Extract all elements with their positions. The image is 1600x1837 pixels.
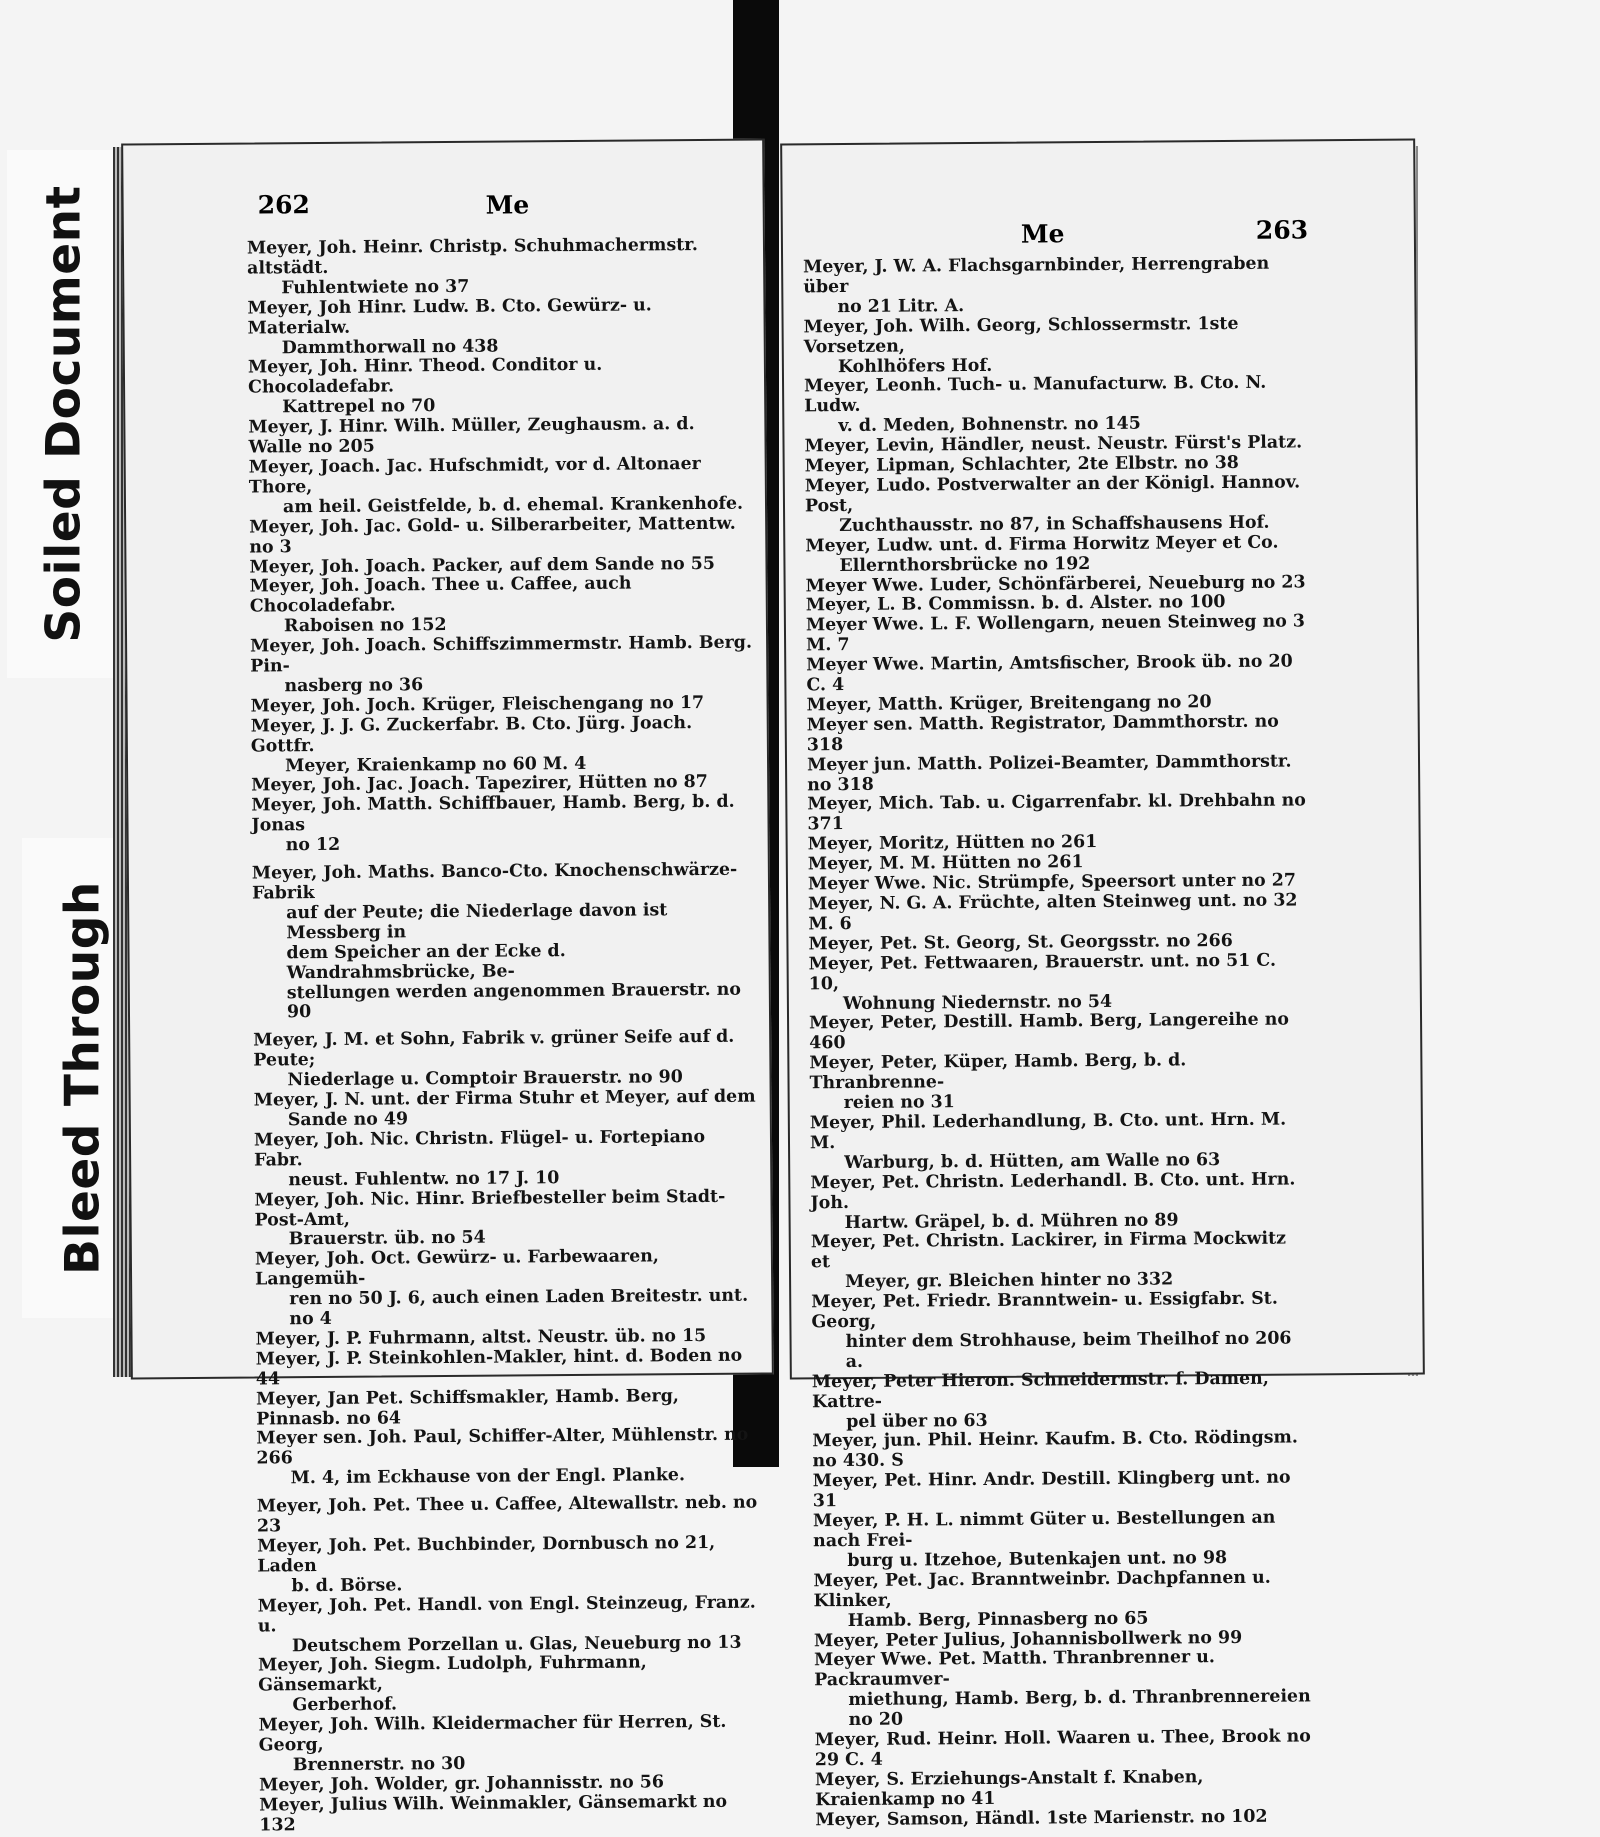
entry-line: Meyer, Pet. Hinr. Andr. Destill. Klingberg unt. no 31 [812,1467,1291,1512]
entry-continuation-line: v. d. Meden, Bohnenstr. no 145 [838,413,1141,437]
directory-entry [248,355,753,419]
entry-continuation-line: Brauerstr. üb. no 54 [288,1228,486,1250]
entry-line: Meyer, Joh. Pet. Handl. von Engl. Steinzeug, Franz. u. [257,1592,756,1637]
entry-line: Meyer, Levin, Händler, neust. Neustr. Fürst's Platz. [804,432,1303,457]
entry-line: Meyer, L. B. Commissn. b. d. Alster. no 100 [805,592,1226,616]
directory-entry [808,891,1308,935]
entry-continuation-line: Wohnung Niedernstr. no 54 [842,991,1113,1014]
directory-entry [804,374,1304,438]
entry-line: Meyer, Pet. Friedr. Branntwein- u. Essigfabr. St. Georg, [811,1288,1278,1333]
entry-continuation-line: Meyer, Kraienkamp no 60 M. 4 [284,753,587,776]
directory-entry [251,713,756,777]
entry-line: Meyer, Peter, Destill. Hamb. Berg, Langereihe no 460 [808,1009,1290,1054]
entry-continuation-line: Hartw. Gräpel, b. d. Mühren no 89 [844,1209,1179,1233]
directory-entry [810,1110,1310,1174]
entry-line: Meyer, Joh. Wolder, gr. Johannisstr. no 56 [258,1772,664,1796]
entry-line: Meyer, Peter, Küper, Hamb. Berg, b. d. Thranbrenne- [809,1050,1187,1094]
entry-line: Meyer, Joh. Wilh. Georg, Schlossermstr. 1ste Vorsetzen, [803,313,1239,357]
entry-line: Meyer, Joh. Jac. Gold- u. Silberarbeiter, Mattentw. no 3 [249,513,736,558]
entry-continuation-line: Sande no 49 [287,1109,409,1131]
directory-entry [807,712,1307,756]
entry-continuation-line: dem Speicher an der Ecke d. Wandrahmsbrücke, Be- [286,940,566,983]
entry-continuation-line: b. d. Börse. [291,1575,403,1597]
directory-entry [256,1386,761,1430]
entry-line: Meyer, Leonh. Tuch- u. Manufacturw. B. Cto. N. Ludw. [803,373,1267,417]
directory-entry [806,613,1306,657]
entry-line: Meyer, Moritz, Hütten no 261 [807,832,1098,855]
directory-entry [804,314,1304,378]
entry-line: Meyer sen. Joh. Paul, Schiffer-Alter, Mühlenstr. no 266 [256,1425,749,1469]
page-header: Me [485,190,530,220]
directory-entry [257,1494,762,1538]
entry-line: Meyer, Samson, Händl. 1ste Marienstr. no 102 [815,1806,1268,1830]
entry-line: Meyer, Rud. Heinr. Holl. Waaren u. Thee, Brook no 29 C. 4 [814,1726,1311,1771]
entry-continuation-line: miethung, Hamb. Berg, b. d. Thranbrennereien no 20 [848,1686,1311,1731]
entry-continuation-line: auf der Peute; die Niederlage davon ist Messberg in [286,900,668,944]
entry-line: Meyer, J. J. G. Zuckerfabr. B. Cto. Jürg. Joach. Gottfr. [250,712,693,757]
directory-entry [247,295,752,359]
entry-line: Meyer, Joh. Nic. Hinr. Briefbesteller beim Stadt-Post-Amt, [254,1186,726,1231]
entry-continuation-line: Raboisen no 152 [283,615,447,637]
directory-entry [814,1648,1315,1732]
entry-continuation-line: M. 4, im Eckhause von der Engl. Planke. [290,1465,686,1489]
entry-line: Meyer, Joh. Oct. Gewürz- u. Farbewaaren, Langemüh- [254,1246,660,1290]
entry-continuation-line: neust. Fuhlentw. no 17 J. 10 [288,1167,560,1190]
directory-entry [809,951,1309,1015]
directory-entry [251,793,756,857]
directory-entry [256,1346,761,1390]
directory-entry [805,473,1305,537]
entry-line: Meyer, J. N. unt. der Firma Stuhr et Meyer, auf dem [253,1086,756,1111]
directory-entry [253,1028,758,1092]
directory-entry [257,1534,762,1598]
page-header: Me [1020,219,1065,249]
entry-line: Meyer, Joh. Jac. Joach. Tapezirer, Hütten no 87 [251,772,708,797]
entry-line: Meyer, Peter Julius, Johannisbollwerk no 99 [813,1627,1243,1651]
entry-line: Meyer Wwe. Martin, Amtsfischer, Brook üb. no 20 C. 4 [806,651,1293,696]
directory-entry [259,1792,764,1836]
entry-continuation-line: Deutschem Porzellan u. Glas, Neueburg no 13 [291,1632,742,1656]
soiled-document-label: Soiled Document [36,185,91,643]
entry-continuation-line: Kohlhöfers Hof. [837,355,993,377]
entry-line: Meyer, Joh Hinr. Ludw. B. Cto. Gewürz- u. Materialw. [247,295,652,339]
directory-entry [815,1727,1315,1771]
entry-line: Meyer, Joh. Maths. Banco-Cto. Knochenschwärze-Fabrik [251,859,738,904]
entry-line: Meyer, Mich. Tab. u. Cigarrenfabr. kl. Drehbahn no 371 [807,790,1306,835]
directory-entry [812,1429,1312,1473]
entry-continuation-line: Fuhlentwiete no 37 [281,276,470,299]
entry-line: Meyer Wwe. Luder, Schönfärberei, Neueburg no 23 [805,571,1306,596]
entry-line: Meyer, Peter Hieron. Schneidermstr. f. Damen, Kattre- [811,1368,1269,1412]
directory-entry [250,634,755,698]
entry-line: Meyer, Ludo. Postverwalter an der Königl. Hannov. Post, [804,472,1301,517]
entry-line: Meyer, Joh. Pet. Thee u. Caffee, Altewallstr. neb. no 23 [256,1492,758,1537]
entry-line: Meyer, Joh. Siegm. Ludolph, Fuhrmann, Gänsemarkt, [258,1652,647,1696]
entry-line: Meyer, S. Erziehungs-Anstalt f. Knaben, Kraienkamp no 41 [814,1767,1204,1811]
entry-continuation-line: Zuchthausstr. no 87, in Schaffshausens Hof. [839,512,1270,536]
entry-line: Meyer Wwe. Pet. Matth. Thranbrenner u. Packraumver- [813,1647,1215,1691]
directory-entry [249,514,754,558]
entry-continuation-line: Ellernthorsbrücke no 192 [839,553,1091,576]
entry-continuation-line: Brennerstr. no 30 [292,1753,466,1776]
directory-entry [252,861,758,1024]
directory-entry [813,1508,1313,1572]
entry-line: Meyer, Pet. St. Georg, St. Georgsstr. no 266 [808,930,1233,955]
left-page [121,138,774,1836]
entry-continuation-line: Niederlage u. Comptoir Brauerstr. no 90 [287,1067,683,1091]
entry-line: Meyer, Joh. Matth. Schiffbauer, Hamb. Berg, b. d. Jonas [251,792,735,836]
directory-entry [812,1369,1312,1433]
directory-entry [813,1469,1313,1513]
entry-continuation-line: Warburg, b. d. Hütten, am Walle no 63 [844,1149,1221,1173]
entry-list [247,236,765,1837]
entry-continuation-line: Kattrepel no 70 [282,396,436,418]
entry-line: Meyer, Pet. Jac. Branntweinbr. Dachpfannen u. Klinker, [813,1567,1271,1612]
directory-entry [811,1230,1311,1294]
directory-entry [254,1187,759,1251]
entry-line: Meyer, Lipman, Schlachter, 2te Elbstr. no 38 [804,452,1239,477]
directory-entry [254,1127,759,1191]
entry-line: Meyer, Joh. Nic. Christn. Flügel- u. Fortepiano Fabr. [253,1126,706,1171]
directory-entry [806,653,1306,697]
entry-line: Meyer, M. M. Hütten no 261 [807,852,1084,875]
directory-entry [258,1653,763,1717]
entry-line: Meyer, J. Hinr. Wilh. Müller, Zeughausm. a. d. Walle no 205 [248,414,695,458]
directory-entry [810,1170,1310,1234]
entry-continuation-line: Gerberhof. [292,1694,398,1716]
entry-line: Meyer, Joach. Jac. Hufschmidt, vor d. Altonaer Thore, [248,453,701,498]
directory-entry [258,1593,763,1657]
directory-entry [815,1767,1315,1811]
entry-line: Meyer, J. W. A. Flachsgarnbinder, Herrengraben über [803,253,1270,298]
entry-continuation-line: burg u. Itzehoe, Butenkajen unt. no 98 [847,1547,1228,1571]
entry-line: Meyer, Pet. Christn. Lederhandl. B. Cto. unt. Hrn. Joh. [810,1169,1296,1213]
entry-line: Meyer, Ludw. unt. d. Firma Horwitz Meyer et Co. [805,532,1279,557]
directory-entry [248,415,753,459]
directory-entry [259,1713,764,1777]
bleed-through-label: Bleed Through [55,881,111,1275]
entry-line: Meyer, Pet. Christn. Lackirer, in Firma Mockwitz et [810,1228,1287,1273]
entry-line: Meyer, Jan Pet. Schiffsmakler, Hamb. Berg, Pinnasb. no 64 [255,1385,679,1430]
entry-line: Meyer, N. G. A. Früchte, alten Steinweg unt. no 32 M. 6 [808,890,1298,935]
entry-line: Meyer, Joh. Pet. Buchbinder, Dornbusch no 21, Laden [257,1532,716,1577]
entry-line: Meyer, Joh. Heinr. Christp. Schuhmachermstr. altstädt. [246,235,698,279]
entry-continuation-line: no 12 [285,835,341,856]
entry-line: Meyer, Julius Wilh. Weinmakler, Gänsemarkt no 132 [259,1791,728,1836]
entry-continuation-line: am heil. Geistfelde, b. d. ehemal. Krankenhofe. [282,493,744,518]
directory-entry [249,455,754,519]
entry-line: Meyer Wwe. L. F. Wollengarn, neuen Steinweg no 3 M. 7 [805,611,1306,656]
page-number: 262 [257,190,310,220]
directory-entry [250,574,755,638]
directory-entry [805,533,1305,577]
entry-line: Meyer, J. P. Fuhrmann, altst. Neustr. üb. no 15 [255,1325,707,1350]
directory-entry [809,1011,1309,1055]
entry-line: Meyer, Joh. Joch. Krüger, Fleischengang no 17 [250,692,705,717]
directory-entry [811,1290,1312,1374]
entry-continuation-line: pel über no 63 [846,1410,988,1432]
directory-entry [256,1426,761,1490]
entry-line: Meyer, Joh. Wilh. Kleidermacher für Herren, St. Georg, [258,1711,727,1756]
directory-entry [813,1568,1313,1632]
entry-continuation-line: Dammthorwall no 438 [281,336,499,358]
entry-line: Meyer, Joh. Joach. Thee u. Caffee, auch Chocoladefabr. [249,573,632,617]
directory-entry [254,1088,759,1132]
entry-line: Meyer, J. P. Steinkohlen-Makler, hint. d. Boden no 44 [255,1345,743,1390]
entry-continuation-line: no 21 Litr. A. [837,295,965,317]
entry-line: Meyer, Matth. Krüger, Breitengang no 20 [806,692,1212,716]
right-page [780,139,1425,1830]
directory-entry [807,792,1307,836]
entry-line: Meyer, Joh. Hinr. Theod. Conditor u. Chocoladefabr. [247,355,603,398]
directory-entry [247,236,752,300]
entry-continuation-line: stellungen werden angenommen Brauerstr. no 90 [286,979,742,1023]
entry-line: Meyer, Pet. Fettwaaren, Brauerstr. unt. no 51 C. 10, [808,950,1277,994]
directory-entry [807,752,1307,796]
entry-continuation-line: Meyer, gr. Bleichen hinter no 332 [845,1269,1174,1293]
entry-line: Meyer, Joh. Joach. Schiffszimmermstr. Hamb. Berg. Pin- [250,632,753,677]
directory-entry [809,1051,1309,1115]
entry-line: Meyer sen. Matth. Registrator, Dammthorstr. no 318 [806,711,1279,756]
entry-line: Meyer, J. M. et Sohn, Fabrik v. grüner Seife auf d. Peute; [253,1027,735,1071]
directory-entry [803,254,1303,318]
entry-continuation-line: nasberg no 36 [284,675,424,697]
entry-line: Meyer, P. H. L. nimmt Güter u. Bestellungen an nach Frei- [812,1507,1276,1552]
soiled-document-tag [7,150,120,678]
entry-continuation-line: hinter dem Strohhause, beim Theilhof no 206 a. [845,1328,1292,1372]
entry-line: Meyer, Joh. Joach. Packer, auf dem Sande no 55 [249,553,716,578]
entry-line: Meyer jun. Matth. Polizei-Beamter, Dammthorstr. no 318 [806,751,1292,795]
entry-continuation-line: reien no 31 [843,1092,955,1114]
directory-entry [815,1807,1315,1831]
entry-continuation-line: ren no 50 J. 6, auch einen Laden Breitestr. unt. no 4 [289,1285,749,1330]
entry-line: Meyer Wwe. Nic. Strümpfe, Speersort unter no 27 [807,870,1296,895]
entry-list [803,254,1315,1830]
entry-line: Meyer, jun. Phil. Heinr. Kaufm. B. Cto. Rödingsm. no 430. S [812,1427,1299,1472]
page-number: 263 [1255,215,1309,245]
entry-line: Meyer, Phil. Lederhandlung, B. Cto. unt. Hrn. M. M. [809,1109,1287,1154]
entry-continuation-line: Hamb. Berg, Pinnasberg no 65 [847,1608,1149,1631]
directory-entry [255,1247,761,1331]
